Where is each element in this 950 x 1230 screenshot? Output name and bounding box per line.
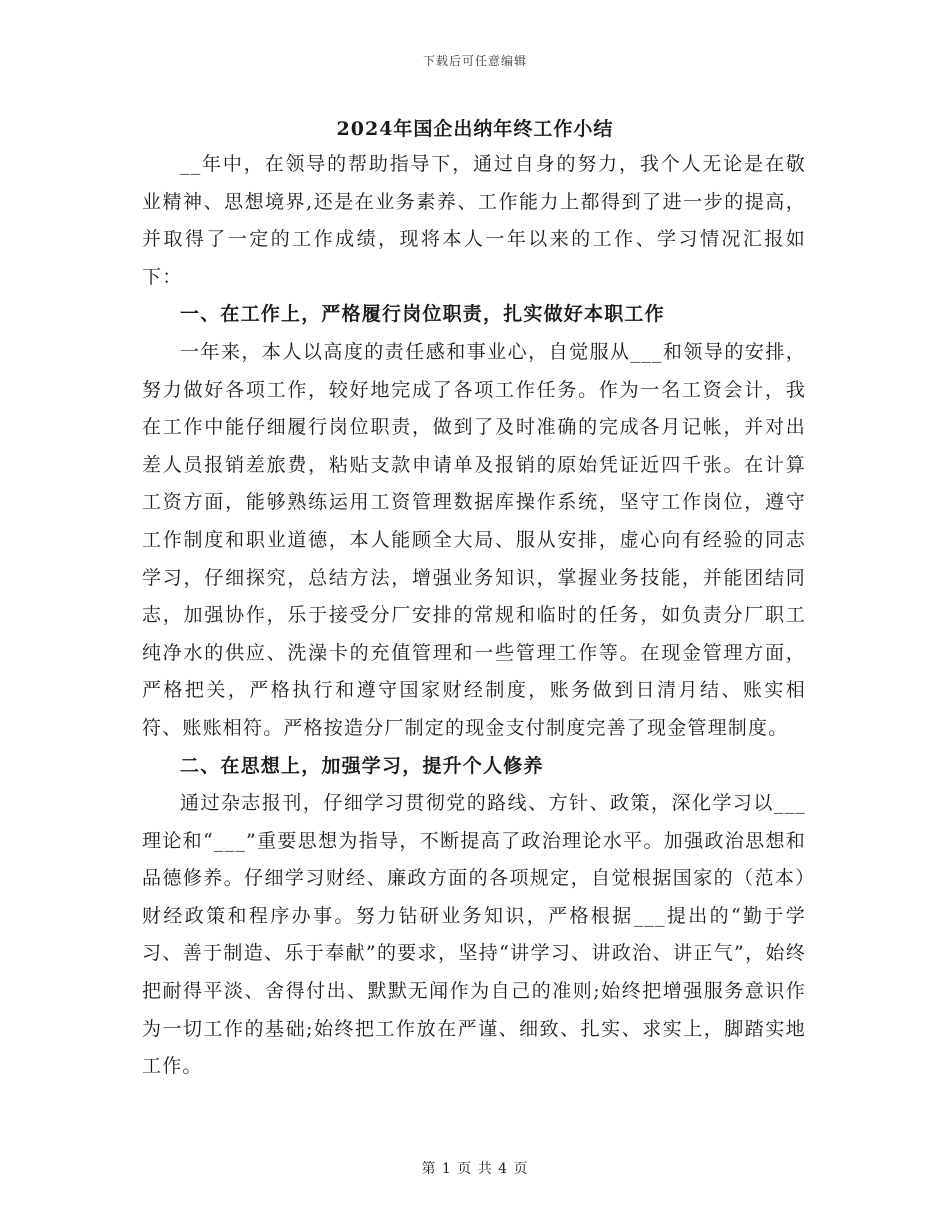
section-heading-1: 一、在工作上，严格履行岗位职责，扎实做好本职工作 xyxy=(180,303,665,326)
header-note: 下载后可任意编辑 xyxy=(422,54,527,68)
section-2-paragraph: 通过杂志报刊，仔细学习贯彻党的路线、方针、政策，深化学习以___理论和“___”重要思想为指导，不断提高了政治理论水平。加强政治思想和品德修养。仔细学习财经、廉政方面的各项规定，自觉根据国家的（范本）财经政策和程序办事。努力钻研业务知识，严格根据___提出的“勤于学习、善于制造、乐于奉献”的要求，坚持“讲学习、讲政治、讲正气”，始终把耐得平淡、舍得付出、默默无闻作为自己的准则;始终把增强服务意识作为一切工作的基础;始终把工作放在严谨、细致、扎实、求实上，脚踏实地工作。 xyxy=(142,792,806,1078)
section-heading-2: 二、在思想上，加强学习，提升个人修养 xyxy=(180,754,544,777)
page-footer: 第 1 页 共 4 页 xyxy=(421,1161,529,1177)
document-body xyxy=(142,146,806,1086)
document-title: 2024年国企出纳年终工作小结 xyxy=(336,118,614,140)
section-1-paragraph: 一年来，本人以高度的责任感和事业心，自觉服从___和领导的安排，努力做好各项工作，较好地完成了各项工作任务。作为一名工资会计，我在工作中能仔细履行岗位职责，做到了及时准确的完成各月记帐，并对出差人员报销差旅费，粘贴支款申请单及报销的原始凭证近四千张。在计算工资方面，能够熟练运用工资管理数据库操作系统，坚守工作岗位，遵守工作制度和职业道德，本人能顾全大局、服从安排，虚心向有经验的同志学习，仔细探究，总结方法，增强业务知识，掌握业务技能，并能团结同志，加强协作，乐于接受分厂安排的常规和临时的任务，如负责分厂职工纯净水的供应、洗澡卡的充值管理和一些管理工作等。在现金管理方面，严格把关，严格执行和遵守国家财经制度，账务做到日清月结、账实相符、账账相符。严格按造分厂制定的现金支付制度完善了现金管理制度。 xyxy=(142,340,806,739)
intro-paragraph: __年中，在领导的帮助指导下，通过自身的努力，我个人无论是在敬业精神、思想境界,还是在业务素养、工作能力上都得到了进一步的提高，并取得了一定的工作成绩，现将本人一年以来的工作、学习情况汇报如下： xyxy=(142,153,806,288)
